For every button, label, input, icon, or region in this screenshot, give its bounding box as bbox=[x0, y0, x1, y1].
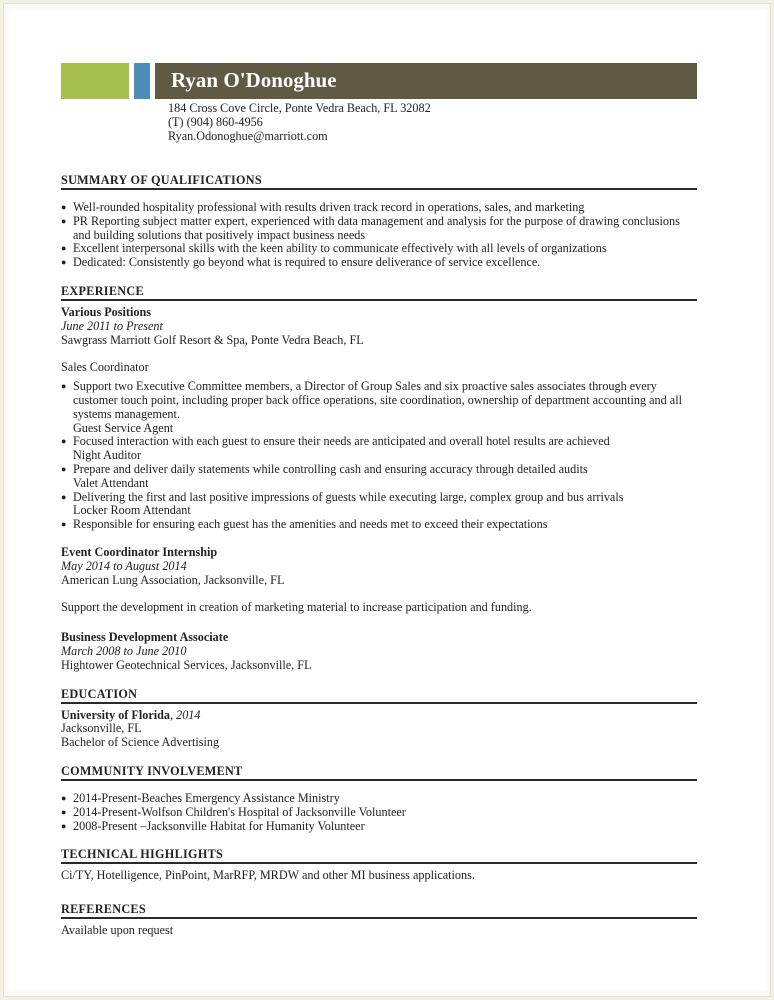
degree: Bachelor of Science Advertising bbox=[61, 735, 220, 750]
job-dates: May 2014 to August 2014 bbox=[61, 558, 187, 573]
list-item: ● Delivering the first and last positive impressions of guests while executing large, complex group and bus arrivals bbox=[61, 491, 697, 505]
resume-body bbox=[61, 173, 697, 938]
job-dates: March 2008 to June 2010 bbox=[61, 643, 187, 658]
list-item: ● Excellent interpersonal skills with the keen ability to communicate effectively with all levels of organizations bbox=[61, 242, 697, 256]
phone: (T) (904) 860-4956 bbox=[168, 115, 263, 129]
job-description: Support the development in creation of marketing material to increase participation and funding. bbox=[61, 600, 532, 615]
education-entry bbox=[61, 709, 697, 750]
job-event-coordinator bbox=[61, 546, 697, 615]
job-company: Hightower Geotechnical Services, Jacksonville, FL bbox=[61, 657, 312, 672]
job-role: Sales Coordinator bbox=[61, 360, 149, 375]
list-item: ● Focused interaction with each guest to ensure their needs are anticipated and overall hotel results are achieved bbox=[61, 435, 697, 449]
job-duties-list bbox=[61, 380, 697, 532]
list-item: ● Dedicated: Consistently go beyond what is required to ensure deliverance of service excellence. bbox=[61, 256, 697, 270]
references-heading: REFERENCES bbox=[61, 902, 697, 919]
technical-text: Ci/TY, Hotelligence, PinPoint, MarRFP, MRDW and other MI business applications. bbox=[61, 868, 475, 883]
list-item: ● Support two Executive Committee members, a Director of Group Sales and six proactive sales associates through every customer touch point, including proper back office operations, site coordination, ownership of department accounting and all systems management. bbox=[61, 380, 697, 421]
list-item: ● Prepare and deliver daily statements while controlling cash and ensuring accuracy through detailed audits bbox=[61, 463, 697, 477]
school-name: University of Florida bbox=[61, 707, 170, 722]
job-business-development bbox=[61, 631, 697, 672]
sub-role: Valet Attendant bbox=[73, 475, 149, 490]
list-item: ● 2008-Present –Jacksonville Habitat for Humanity Volunteer bbox=[61, 820, 697, 834]
sub-role: Night Auditor bbox=[73, 448, 142, 463]
community-list bbox=[61, 792, 697, 833]
job-title: Business Development Associate bbox=[61, 630, 229, 645]
technical-heading: TECHNICAL HIGHLIGHTS bbox=[61, 847, 697, 864]
contact-info bbox=[168, 101, 431, 143]
education-heading: EDUCATION bbox=[61, 687, 697, 704]
job-dates: June 2011 to Present bbox=[61, 318, 163, 333]
summary-list bbox=[61, 201, 697, 270]
summary-heading: SUMMARY OF QUALIFICATIONS bbox=[61, 173, 697, 190]
header-banner bbox=[61, 63, 697, 99]
community-heading: COMMUNITY INVOLVEMENT bbox=[61, 764, 697, 781]
accent-block-green bbox=[61, 63, 129, 99]
accent-block-blue bbox=[134, 63, 150, 99]
job-company: Sawgrass Marriott Golf Resort & Spa, Ponte Vedra Beach, FL bbox=[61, 332, 364, 347]
email: Ryan.Odonoghue@marriott.com bbox=[168, 129, 328, 143]
address: 184 Cross Cove Circle, Ponte Vedra Beach, FL 32082 bbox=[168, 101, 431, 115]
job-various-positions bbox=[61, 306, 697, 532]
references-text: Available upon request bbox=[61, 923, 174, 938]
job-title: Various Positions bbox=[61, 304, 151, 319]
job-title: Event Coordinator Internship bbox=[61, 544, 218, 559]
list-item: ● 2014-Present-Beaches Emergency Assistance Ministry bbox=[61, 792, 697, 806]
sub-role: Guest Service Agent bbox=[73, 420, 174, 435]
candidate-name: Ryan O'Donoghue bbox=[171, 68, 337, 92]
school-city: Jacksonville, FL bbox=[61, 721, 142, 736]
list-item: ● Responsible for ensuring each guest has the amenities and needs met to exceed their expectations bbox=[61, 518, 697, 532]
sub-role: Locker Room Attendant bbox=[73, 503, 191, 518]
school-line bbox=[61, 709, 697, 723]
list-item: ● 2014-Present-Wolfson Children's Hospital of Jacksonville Volunteer bbox=[61, 806, 697, 820]
graduation-year: , 2014 bbox=[170, 707, 201, 722]
list-item: ● Well-rounded hospitality professional with results driven track record in operations, sales, and marketing bbox=[61, 201, 697, 215]
list-item: ● PR Reporting subject matter expert, experienced with data management and analysis for the purpose of drawing conclusions and building solutions that positively impact business needs bbox=[61, 215, 697, 243]
job-company: American Lung Association, Jacksonville, FL bbox=[61, 572, 285, 587]
experience-heading: EXPERIENCE bbox=[61, 284, 697, 301]
